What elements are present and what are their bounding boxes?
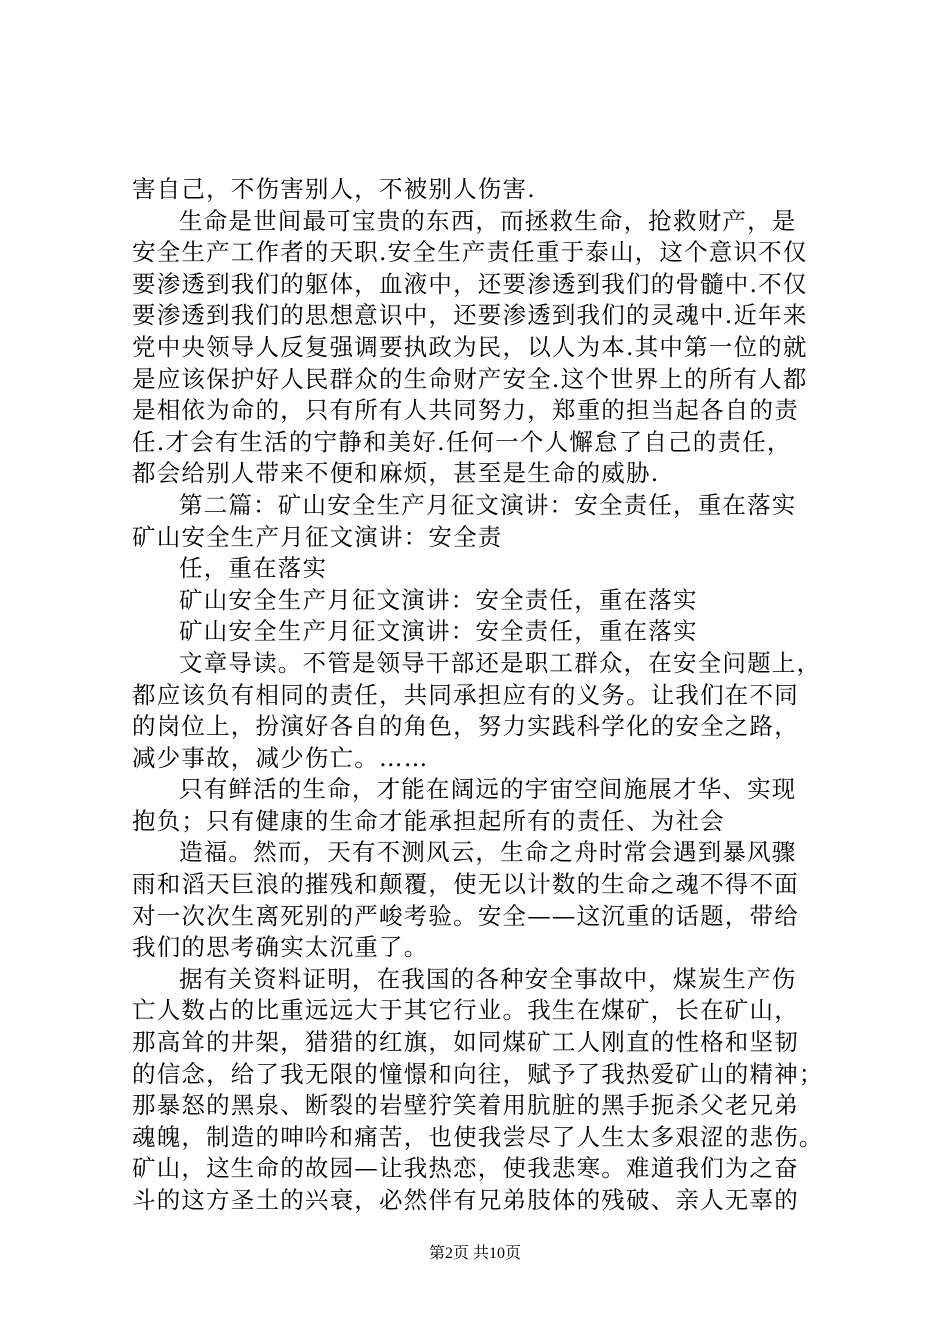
- text-line: 第二篇：矿山安全生产月征文演讲：安全责任，重在落实: [179, 490, 797, 519]
- text-line: 造福。然而，天有不测风云，生命之舟时常会遇到暴风骤: [179, 838, 797, 867]
- text-line: 都会给别人带来不便和麻烦，甚至是生命的威胁.: [132, 459, 660, 488]
- text-line: 那暴怒的黑泉、断裂的岩壁狞笑着用肮脏的黑手扼杀父老兄弟: [132, 1091, 799, 1120]
- text-line: 党中央领导人反复强调要执政为民，以人为本.其中第一位的就: [132, 332, 808, 361]
- text-line: 的岗位上，扮演好各自的角色，努力实践科学化的安全之路，: [132, 712, 799, 741]
- text-line: 任.才会有生活的宁静和美好.任何一个人懈怠了自己的责任，: [132, 427, 792, 456]
- text-line: 那高耸的井架，猎猎的红旗，如同煤矿工人刚直的性格和坚韧: [132, 1028, 799, 1057]
- text-line: 都应该负有相同的责任，共同承担应有的义务。让我们在不同: [132, 680, 799, 709]
- page-footer: 第2页 共10页: [428, 1245, 521, 1262]
- text-line: 抱负；只有健康的生命才能承担起所有的责任、为社会: [132, 806, 725, 835]
- text-line: 斗的这方圣土的兴衰，必然伴有兄弟肢体的残破、亲人无辜的: [132, 1186, 799, 1214]
- text-line: 安全生产工作者的天职.安全生产责任重于泰山，这个意识不仅: [132, 238, 808, 267]
- text-line: 只有鲜活的生命，才能在阔远的宇宙空间施展才华、实现: [179, 775, 797, 804]
- text-line: 减少事故，减少伤亡。……: [132, 743, 429, 772]
- text-line: 据有关资料证明，在我国的各种安全事故中，煤炭生产伤: [179, 964, 797, 993]
- text-line: 是应该保护好人民群众的生命财产安全.这个世界上的所有人都: [132, 364, 808, 393]
- text-line: 任，重在落实: [179, 554, 328, 583]
- text-line: 矿山安全生产月征文演讲：安全责: [132, 522, 503, 551]
- text-line: 的信念，给了我无限的憧憬和向往，赋予了我热爱矿山的精神；: [132, 1059, 824, 1088]
- text-line: 是相依为命的，只有所有人共同努力，郑重的担当起各自的责: [132, 396, 799, 425]
- text-line: 矿山安全生产月征文演讲：安全责任，重在落实: [179, 585, 698, 614]
- text-line: 对一次次生离死别的严峻考验。安全——这沉重的话题，带给: [132, 901, 799, 930]
- text-line: 文章导读。不管是领导干部还是职工群众，在安全问题上，: [179, 648, 822, 677]
- text-line: 生命是世间最可宝贵的东西，而拯救生命，抢救财产，是: [179, 206, 797, 235]
- text-line: 亡人数占的比重远远大于其它行业。我生在煤矿，长在矿山，: [132, 996, 799, 1025]
- text-line: 要渗透到我们的躯体，血液中，还要渗透到我们的骨髓中.不仅: [132, 269, 808, 298]
- text-line: 我们的思考确实太沉重了。: [132, 933, 429, 962]
- text-line: 矿山，这生命的故园—让我热恋，使我悲寒。难道我们为之奋: [132, 1154, 799, 1183]
- text-line: 雨和滔天巨浪的摧残和颠覆，使无以计数的生命之魂不得不面: [132, 870, 799, 899]
- text-line: 害自己，不伤害别人，不被别人伤害.: [132, 175, 536, 203]
- document-body: [132, 174, 832, 1217]
- text-line: 要渗透到我们的思想意识中，还要渗透到我们的灵魂中.近年来: [132, 301, 808, 330]
- text-line: 矿山安全生产月征文演讲：安全责任，重在落实: [179, 617, 698, 646]
- text-line: 魂魄，制造的呻吟和痛苦，也使我尝尽了人生太多艰涩的悲伤。: [132, 1122, 824, 1151]
